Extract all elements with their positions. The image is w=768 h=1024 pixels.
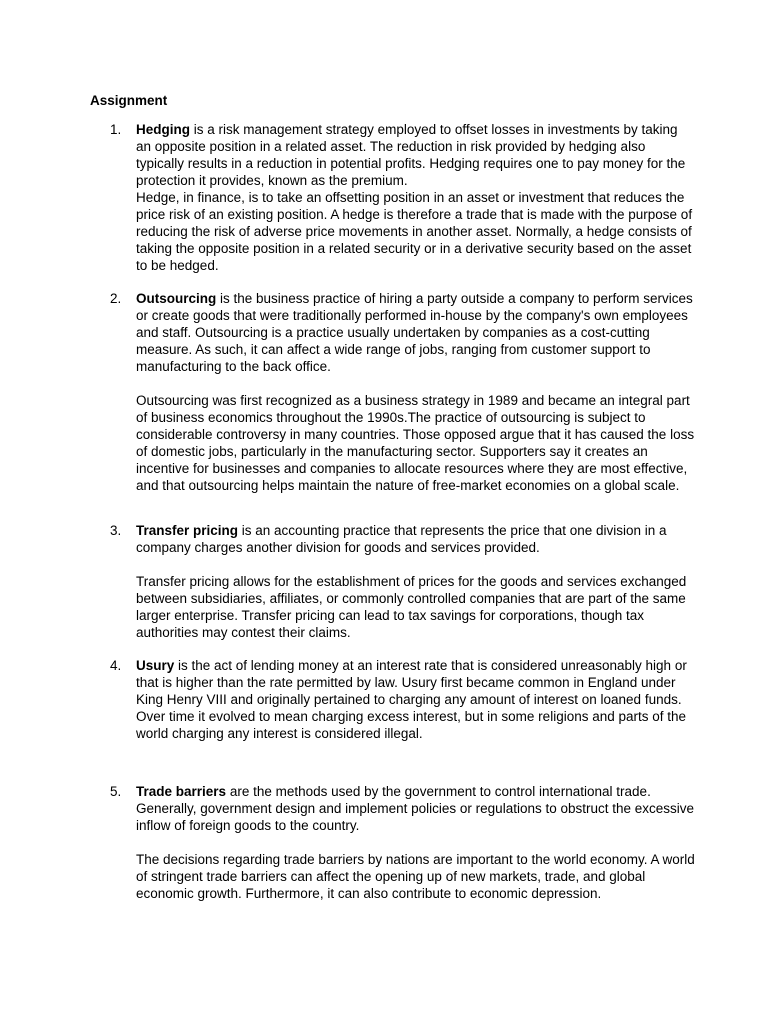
definition-text: are the methods used by the government to control international trade. Generally, government design and implement policies or regulations to obstruct the excessive inflow of foreign goods to the country.	[136, 784, 695, 833]
paragraph	[136, 290, 696, 375]
definition-text: is the act of lending money at an interest rate that is considered unreasonably high or that is higher than the rate permitted by law. Usury first became common in England under King Henry VIII and originally pertained to charging any amount of interest on loaned funds. Over time it evolved to mean charging excess interest, but in some religions and parts of the world charging any interest is considered illegal.	[136, 658, 687, 741]
list-item-body	[136, 290, 696, 494]
list-item-number: 5.	[110, 784, 122, 799]
definition-text: is the business practice of hiring a party outside a company to perform services or create goods that were traditionally performed in-house by the company's own employees and staff. Outsourcing is a practice usually undertaken by companies as a cost-cutting measure. As such, it can affect a wide range of jobs, ranging from customer support to manufacturing to the back office.	[136, 291, 693, 374]
paragraph: Transfer pricing allows for the establishment of prices for the goods and services exchanged between subsidiaries, affiliates, or commonly controlled companies that are part of the same larger enterprise. Transfer pricing can lead to tax savings for corporations, though tax authorities may contest their claims.	[136, 574, 687, 640]
definition-text: is a risk management strategy employed to offset losses in investments by taking an opposite position in a related asset. The reduction in risk provided by hedging also typically results in a reduction in potential profits. Hedging requires one to pay money for the protection it provides, known as the premium.	[136, 122, 686, 188]
paragraph	[136, 121, 696, 189]
list-item-number: 1.	[110, 122, 122, 137]
term-usury: Usury	[136, 658, 175, 673]
list-item-body	[136, 783, 696, 902]
paragraph	[136, 783, 696, 834]
paragraph	[136, 657, 696, 742]
page-title: Assignment	[90, 93, 168, 108]
term-trade-barriers: Trade barriers	[136, 784, 227, 799]
list-item-body	[136, 522, 696, 641]
list-item-number: 3.	[110, 523, 122, 538]
paragraph	[136, 522, 696, 556]
term-hedging: Hedging	[136, 122, 190, 137]
paragraph: The decisions regarding trade barriers by nations are important to the world economy. A world of stringent trade barriers can affect the opening up of new markets, trade, and global economic growth. Furthermore, it can also contribute to economic depression.	[136, 852, 695, 901]
list-item-number: 4.	[110, 658, 122, 673]
list-item-number: 2.	[110, 291, 122, 306]
list-item-body	[136, 657, 696, 742]
list-item-body	[136, 121, 696, 274]
paragraph: Hedge, in finance, is to take an offsetting position in an asset or investment that reduces the price risk of an existing position. A hedge is therefore a trade that is made with the purpose of reducing the risk of adverse price movements in another asset. Normally, a hedge consists of taking the opposite position in a related security or in a derivative security based on the asset to be hedged.	[136, 190, 693, 273]
term-transfer-pricing: Transfer pricing	[136, 523, 239, 538]
definition-text: is an accounting practice that represents the price that one division in a company charges another division for goods and services provided.	[136, 523, 667, 555]
paragraph: Outsourcing was first recognized as a business strategy in 1989 and became an integral part of business economics throughout the 1990s.The practice of outsourcing is subject to considerable controversy in many countries. Those opposed argue that it has caused the loss of domestic jobs, particularly in the manufacturing sector. Supporters say it creates an incentive for businesses and companies to allocate resources where they are most effective, and that outsourcing helps maintain the nature of free-market economies on a global scale.	[136, 393, 695, 493]
term-outsourcing: Outsourcing	[136, 291, 217, 306]
